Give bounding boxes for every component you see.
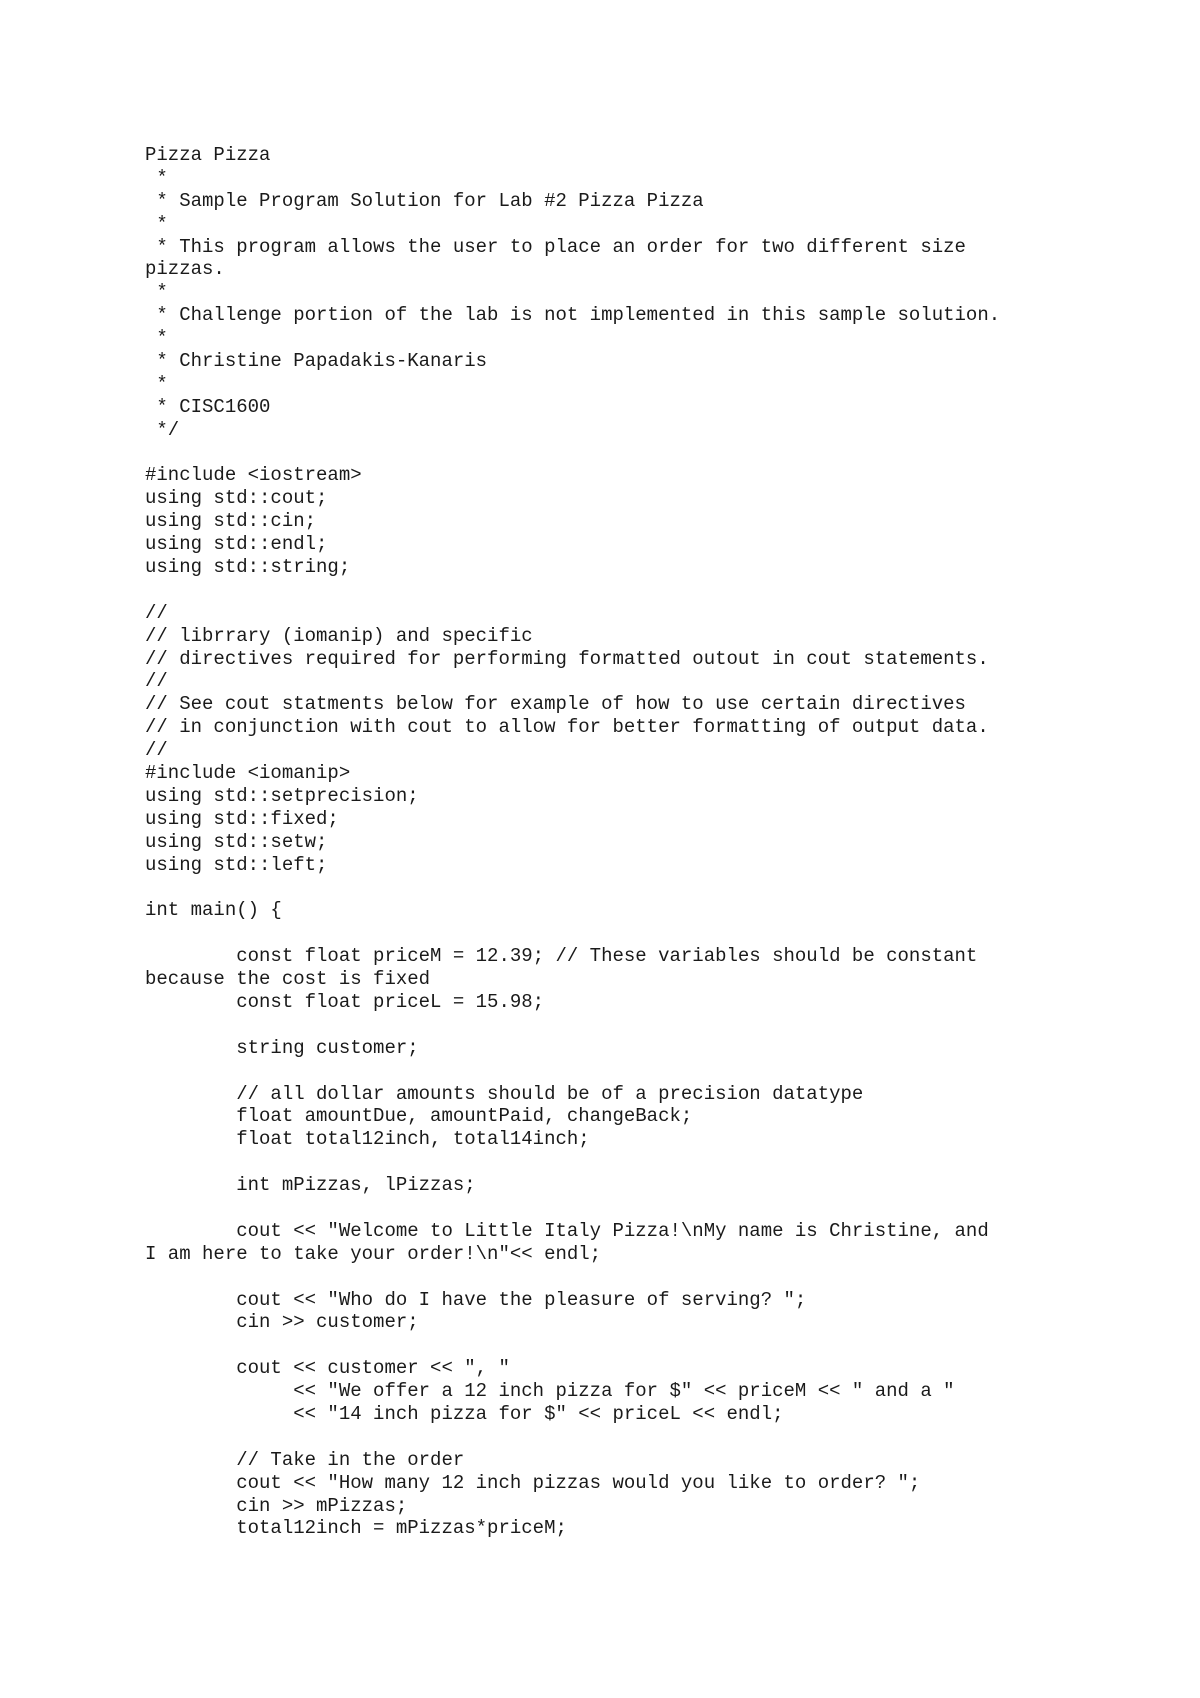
- code-line: int main() {: [145, 899, 282, 922]
- code-line: * CISC1600: [145, 395, 271, 418]
- code-line: [145, 1151, 1145, 1174]
- code-line: *: [145, 212, 168, 235]
- code-line: I am here to take your order!\n"<< endl;: [145, 1242, 602, 1265]
- code-line: because the cost is fixed: [145, 968, 431, 991]
- code-line: cout << "How many 12 inch pizzas would you like to order? ";: [145, 1471, 921, 1494]
- code-line: * Christine Papadakis-Kanaris: [145, 350, 488, 373]
- code-line: [145, 579, 1145, 602]
- code-line: Pizza Pizza: [145, 144, 271, 166]
- code-line: cout << customer << ", ": [145, 1357, 510, 1380]
- code-line: *: [145, 327, 168, 350]
- code-line: //: [145, 739, 168, 762]
- code-line: cin >> customer;: [145, 1311, 419, 1334]
- code-line: const float priceM = 12.39; // These variables should be constant: [145, 945, 978, 968]
- code-line: using std::cin;: [145, 510, 317, 533]
- code-line: pizzas.: [145, 258, 225, 281]
- code-line: total12inch = mPizzas*priceM;: [145, 1517, 567, 1540]
- code-line: using std::fixed;: [145, 807, 339, 830]
- code-line: using std::left;: [145, 853, 328, 876]
- code-line: string customer;: [145, 1036, 419, 1059]
- code-line: using std::string;: [145, 556, 351, 579]
- code-line: [145, 1014, 1145, 1037]
- code-line: [145, 442, 1145, 465]
- code-line: // librrary (iomanip) and specific: [145, 624, 533, 647]
- code-listing: [145, 144, 1145, 1540]
- code-line: [145, 1266, 1145, 1289]
- code-line: // all dollar amounts should be of a precision datatype: [145, 1082, 864, 1105]
- code-line: [145, 1197, 1145, 1220]
- code-line: [145, 1060, 1145, 1083]
- code-line: cin >> mPizzas;: [145, 1494, 408, 1517]
- code-line: // in conjunction with cout to allow for better formatting of output data.: [145, 716, 989, 739]
- code-line: [145, 1334, 1145, 1357]
- code-line: cout << "Who do I have the pleasure of serving? ";: [145, 1288, 807, 1311]
- code-line: const float priceL = 15.98;: [145, 990, 545, 1013]
- code-line: *: [145, 281, 168, 304]
- code-line: //: [145, 670, 168, 693]
- code-line: *: [145, 166, 168, 189]
- code-line: #include <iostream>: [145, 464, 362, 487]
- code-line: << "14 inch pizza for $" << priceL << endl;: [145, 1402, 784, 1425]
- code-line: // Take in the order: [145, 1448, 465, 1471]
- code-line: [145, 877, 1145, 900]
- code-line: cout << "Welcome to Little Italy Pizza!\nMy name is Christine, and: [145, 1219, 989, 1242]
- code-line: #include <iomanip>: [145, 762, 351, 785]
- code-line: // See cout statments below for example of how to use certain directives: [145, 693, 966, 716]
- code-line: *: [145, 372, 168, 395]
- code-line: [145, 1426, 1145, 1449]
- code-line: //: [145, 601, 168, 624]
- code-line: using std::setprecision;: [145, 784, 419, 807]
- code-line: */: [145, 418, 180, 441]
- code-line: [145, 922, 1145, 945]
- code-line: << "We offer a 12 inch pizza for $" << priceM << " and a ": [145, 1380, 955, 1403]
- code-line: float amountDue, amountPaid, changeBack;: [145, 1105, 693, 1128]
- code-line: int mPizzas, lPizzas;: [145, 1174, 476, 1197]
- code-line: * This program allows the user to place an order for two different size: [145, 235, 966, 258]
- code-line: using std::setw;: [145, 830, 328, 853]
- code-line: float total12inch, total14inch;: [145, 1128, 590, 1151]
- code-line: // directives required for performing formatted outout in cout statements.: [145, 647, 989, 670]
- code-line: using std::endl;: [145, 533, 328, 556]
- code-line: * Sample Program Solution for Lab #2 Pizza Pizza: [145, 189, 704, 212]
- code-line: using std::cout;: [145, 487, 328, 510]
- code-line: * Challenge portion of the lab is not implemented in this sample solution.: [145, 304, 1001, 327]
